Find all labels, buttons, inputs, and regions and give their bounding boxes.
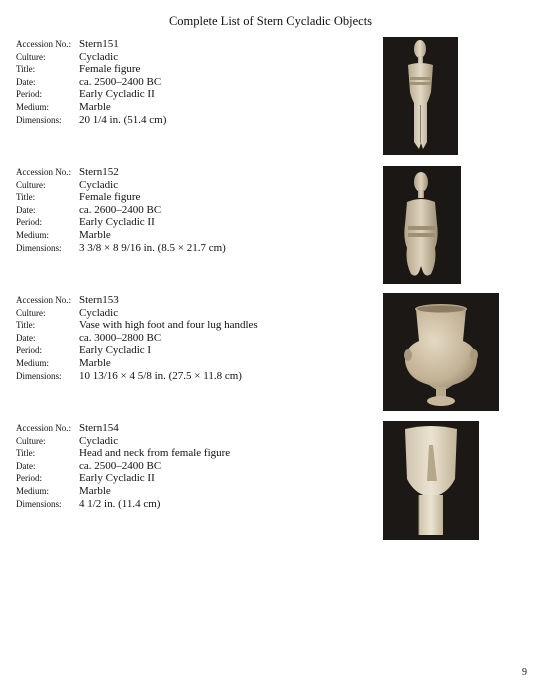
culture-label: Culture:: [16, 51, 46, 62]
accession-value: Stern151: [79, 38, 119, 50]
page-title: Complete List of Stern Cycladic Objects: [168, 14, 373, 28]
marble-head-and-neck-photo: [383, 421, 479, 540]
accession-value: Stern154: [79, 422, 119, 434]
date-value: ca. 2600–2400 BC: [79, 203, 162, 216]
medium-value: Marble: [79, 484, 111, 497]
medium-label: Medium:: [16, 101, 49, 112]
catalog-entry: [16, 422, 366, 510]
title-label: Title:: [16, 320, 36, 331]
footed-marble-vase-photo: [383, 293, 499, 411]
dimensions-label: Dimensions:: [16, 242, 62, 253]
accession-value: Stern153: [79, 294, 119, 306]
date-label: Date:: [16, 460, 36, 471]
accession-label: Accession No.:: [16, 295, 71, 305]
catalog-entry: [16, 166, 366, 254]
medium-value: Marble: [79, 100, 111, 113]
medium-label: Medium:: [16, 229, 49, 240]
culture-label: Culture:: [16, 435, 46, 446]
date-label: Date:: [16, 204, 36, 215]
date-label: Date:: [16, 332, 36, 343]
title-value: Vase with high foot and four lug handles: [79, 319, 258, 332]
period-value: Early Cycladic II: [79, 88, 155, 101]
dimensions-value: 4 1/2 in. (11.4 cm): [79, 497, 161, 510]
culture-value: Cycladic: [79, 50, 119, 63]
catalog-entry: [16, 38, 366, 126]
accession-label: Accession No.:: [16, 167, 71, 177]
title-value: Head and neck from female figure: [79, 447, 231, 460]
dimensions-label: Dimensions:: [16, 114, 62, 125]
dimensions-label: Dimensions:: [16, 370, 62, 381]
period-label: Period:: [16, 473, 42, 484]
accession-label: Accession No.:: [16, 423, 71, 433]
culture-value: Cycladic: [79, 306, 119, 319]
medium-value: Marble: [79, 356, 111, 369]
violin-shaped-female-figure-photo: [383, 166, 461, 284]
catalog-entry: [16, 294, 366, 382]
title-label: Title:: [16, 448, 36, 459]
period-label: Period:: [16, 217, 42, 228]
culture-value: Cycladic: [79, 434, 119, 447]
period-value: Early Cycladic II: [79, 472, 155, 485]
title-value: Female figure: [79, 63, 141, 76]
medium-value: Marble: [79, 228, 111, 241]
dimensions-value: 20 1/4 in. (51.4 cm): [79, 113, 167, 126]
accession-label: Accession No.:: [16, 39, 71, 49]
period-value: Early Cycladic I: [79, 344, 152, 357]
period-label: Period:: [16, 89, 42, 100]
medium-label: Medium:: [16, 357, 49, 368]
period-label: Period:: [16, 345, 42, 356]
date-label: Date:: [16, 76, 36, 87]
date-value: ca. 2500–2400 BC: [79, 75, 162, 88]
date-value: ca. 3000–2800 BC: [79, 331, 162, 344]
dimensions-value: 3 3/8 × 8 9/16 in. (8.5 × 21.7 cm): [79, 241, 226, 254]
page-number: 9: [522, 667, 527, 678]
date-value: ca. 2500–2400 BC: [79, 459, 162, 472]
accession-value: Stern152: [79, 166, 119, 178]
period-value: Early Cycladic II: [79, 216, 155, 229]
dimensions-label: Dimensions:: [16, 498, 62, 509]
dimensions-value: 10 13/16 × 4 5/8 in. (27.5 × 11.8 cm): [79, 369, 242, 382]
title-value: Female figure: [79, 191, 141, 204]
culture-label: Culture:: [16, 307, 46, 318]
title-label: Title:: [16, 64, 36, 75]
title-label: Title:: [16, 192, 36, 203]
medium-label: Medium:: [16, 485, 49, 496]
standing-female-figurine-photo: [383, 37, 458, 155]
culture-value: Cycladic: [79, 178, 119, 191]
culture-label: Culture:: [16, 179, 46, 190]
